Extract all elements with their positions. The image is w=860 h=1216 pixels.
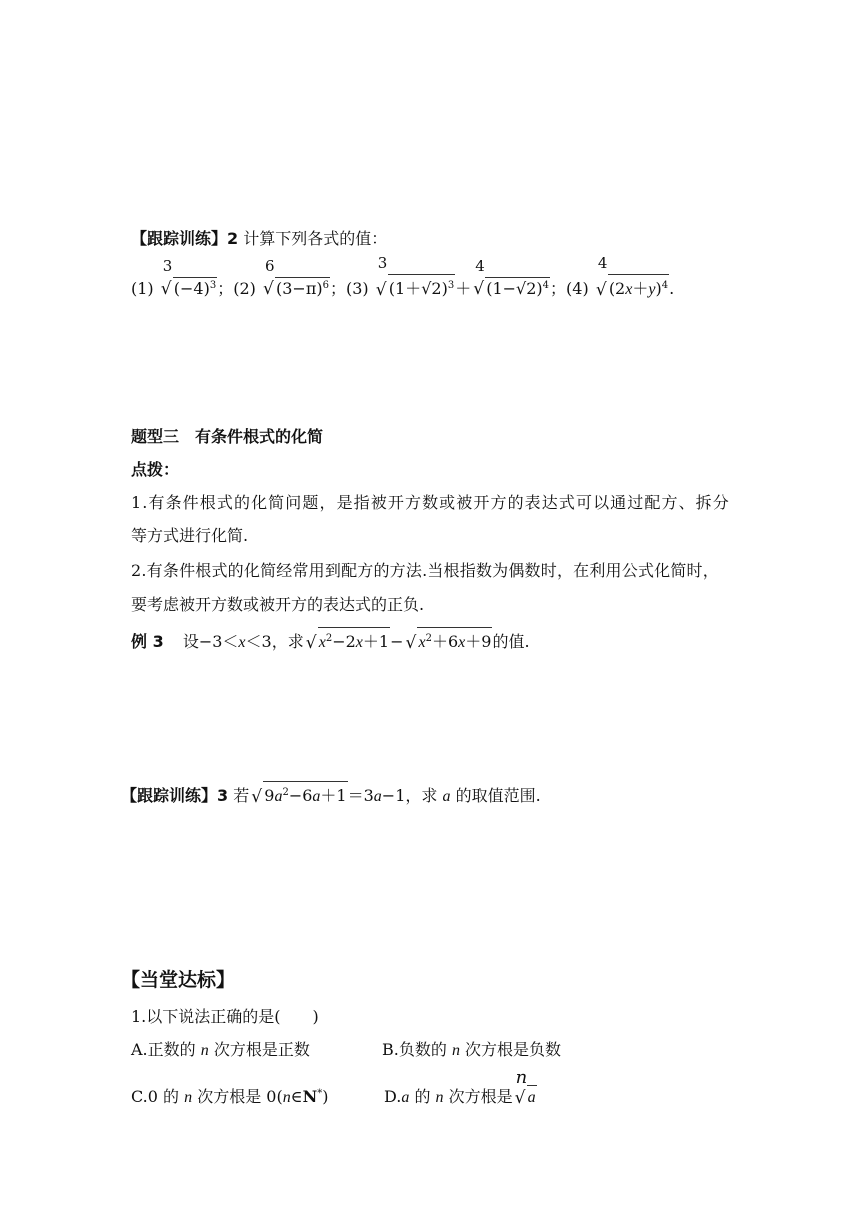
tip-p2-line1: 2.有条件根式的化简经常用到配方的方法.当根指数为偶数时，在利用公式化简时， <box>131 561 719 580</box>
practice3-radical: √ $9a^2-6a+1$ <box>251 781 347 806</box>
option-d-radical: n √ a <box>514 1067 536 1108</box>
example3-radical-1: √ $x^2-2x+1$ <box>306 627 390 652</box>
radical-3b: 4 √ $(1-√2)^4$ <box>473 257 550 299</box>
practice2-prompt: 计算下列各式的值： <box>243 229 388 248</box>
tip-p1-line1: 1.有条件根式的化简问题，是指被开方数或被开方的表达式可以通过配方、拆分 <box>131 493 730 512</box>
tip-label: 点拨： <box>131 460 180 479</box>
example3-label: 例 3 <box>131 632 164 651</box>
tip-p2-line2: 要考虑被开方数或被开方的表达式的正负. <box>131 595 425 614</box>
radical-3a: 3 √ $(1+√2)^3$ <box>375 254 455 300</box>
tip-p1-line2: 等方式进行化简. <box>131 526 249 545</box>
item-1-label: (1) <box>131 279 154 298</box>
item-3-label: (3) <box>345 279 369 298</box>
option-d: D.a 的 n 次方根是 n √ a <box>384 1067 536 1108</box>
example3: 例 3 设−3＜x＜3，求 √ $x^2-2x+1-$ √ $x^2+6x+9$的值. <box>131 627 530 652</box>
item-4-label: (4) <box>566 279 589 298</box>
practice2-title: 【跟踪训练】2 <box>131 229 239 248</box>
section3-title: 题型三 有条件根式的化简 <box>131 427 324 446</box>
practice3-title: 【跟踪训练】3 <box>121 786 229 805</box>
radical-1: 3 √ $(-4)^3$ <box>160 257 217 299</box>
practice2-heading <box>131 226 387 249</box>
option-a: A.正数的 n 次方根是正数 <box>131 1040 310 1059</box>
radical-4: 4 √ $(2x+y)^4$ <box>595 254 669 300</box>
option-c: C.0 的 n 次方根是 0(n∈N*) <box>131 1087 329 1106</box>
option-b: B.负数的 n 次方根是负数 <box>382 1040 562 1059</box>
question-1: 1.以下说法正确的是( ) <box>131 1007 319 1026</box>
practice3: 【跟踪训练】3 若 √ $9a^2-6a+1=3a-1$，求 a 的取值范围. <box>121 781 541 806</box>
radical-2: 6 √ $(3-\pi)^6$ <box>263 257 329 299</box>
standard-title: 【当堂达标】 <box>121 969 236 991</box>
item-2-label: (2) <box>233 279 256 298</box>
example3-radical-2: √ $x^2+6x+9$ <box>405 627 492 652</box>
practice2-items: (1) 3 √ $(-4)^3$；(2) 6 √ $(3-\pi)^6$；(3) 3 √ $(1+√2)^3+$ 4 √ $(1-√2)^4$；(4) 4 √ $(2x+y)^4$. <box>131 254 675 300</box>
